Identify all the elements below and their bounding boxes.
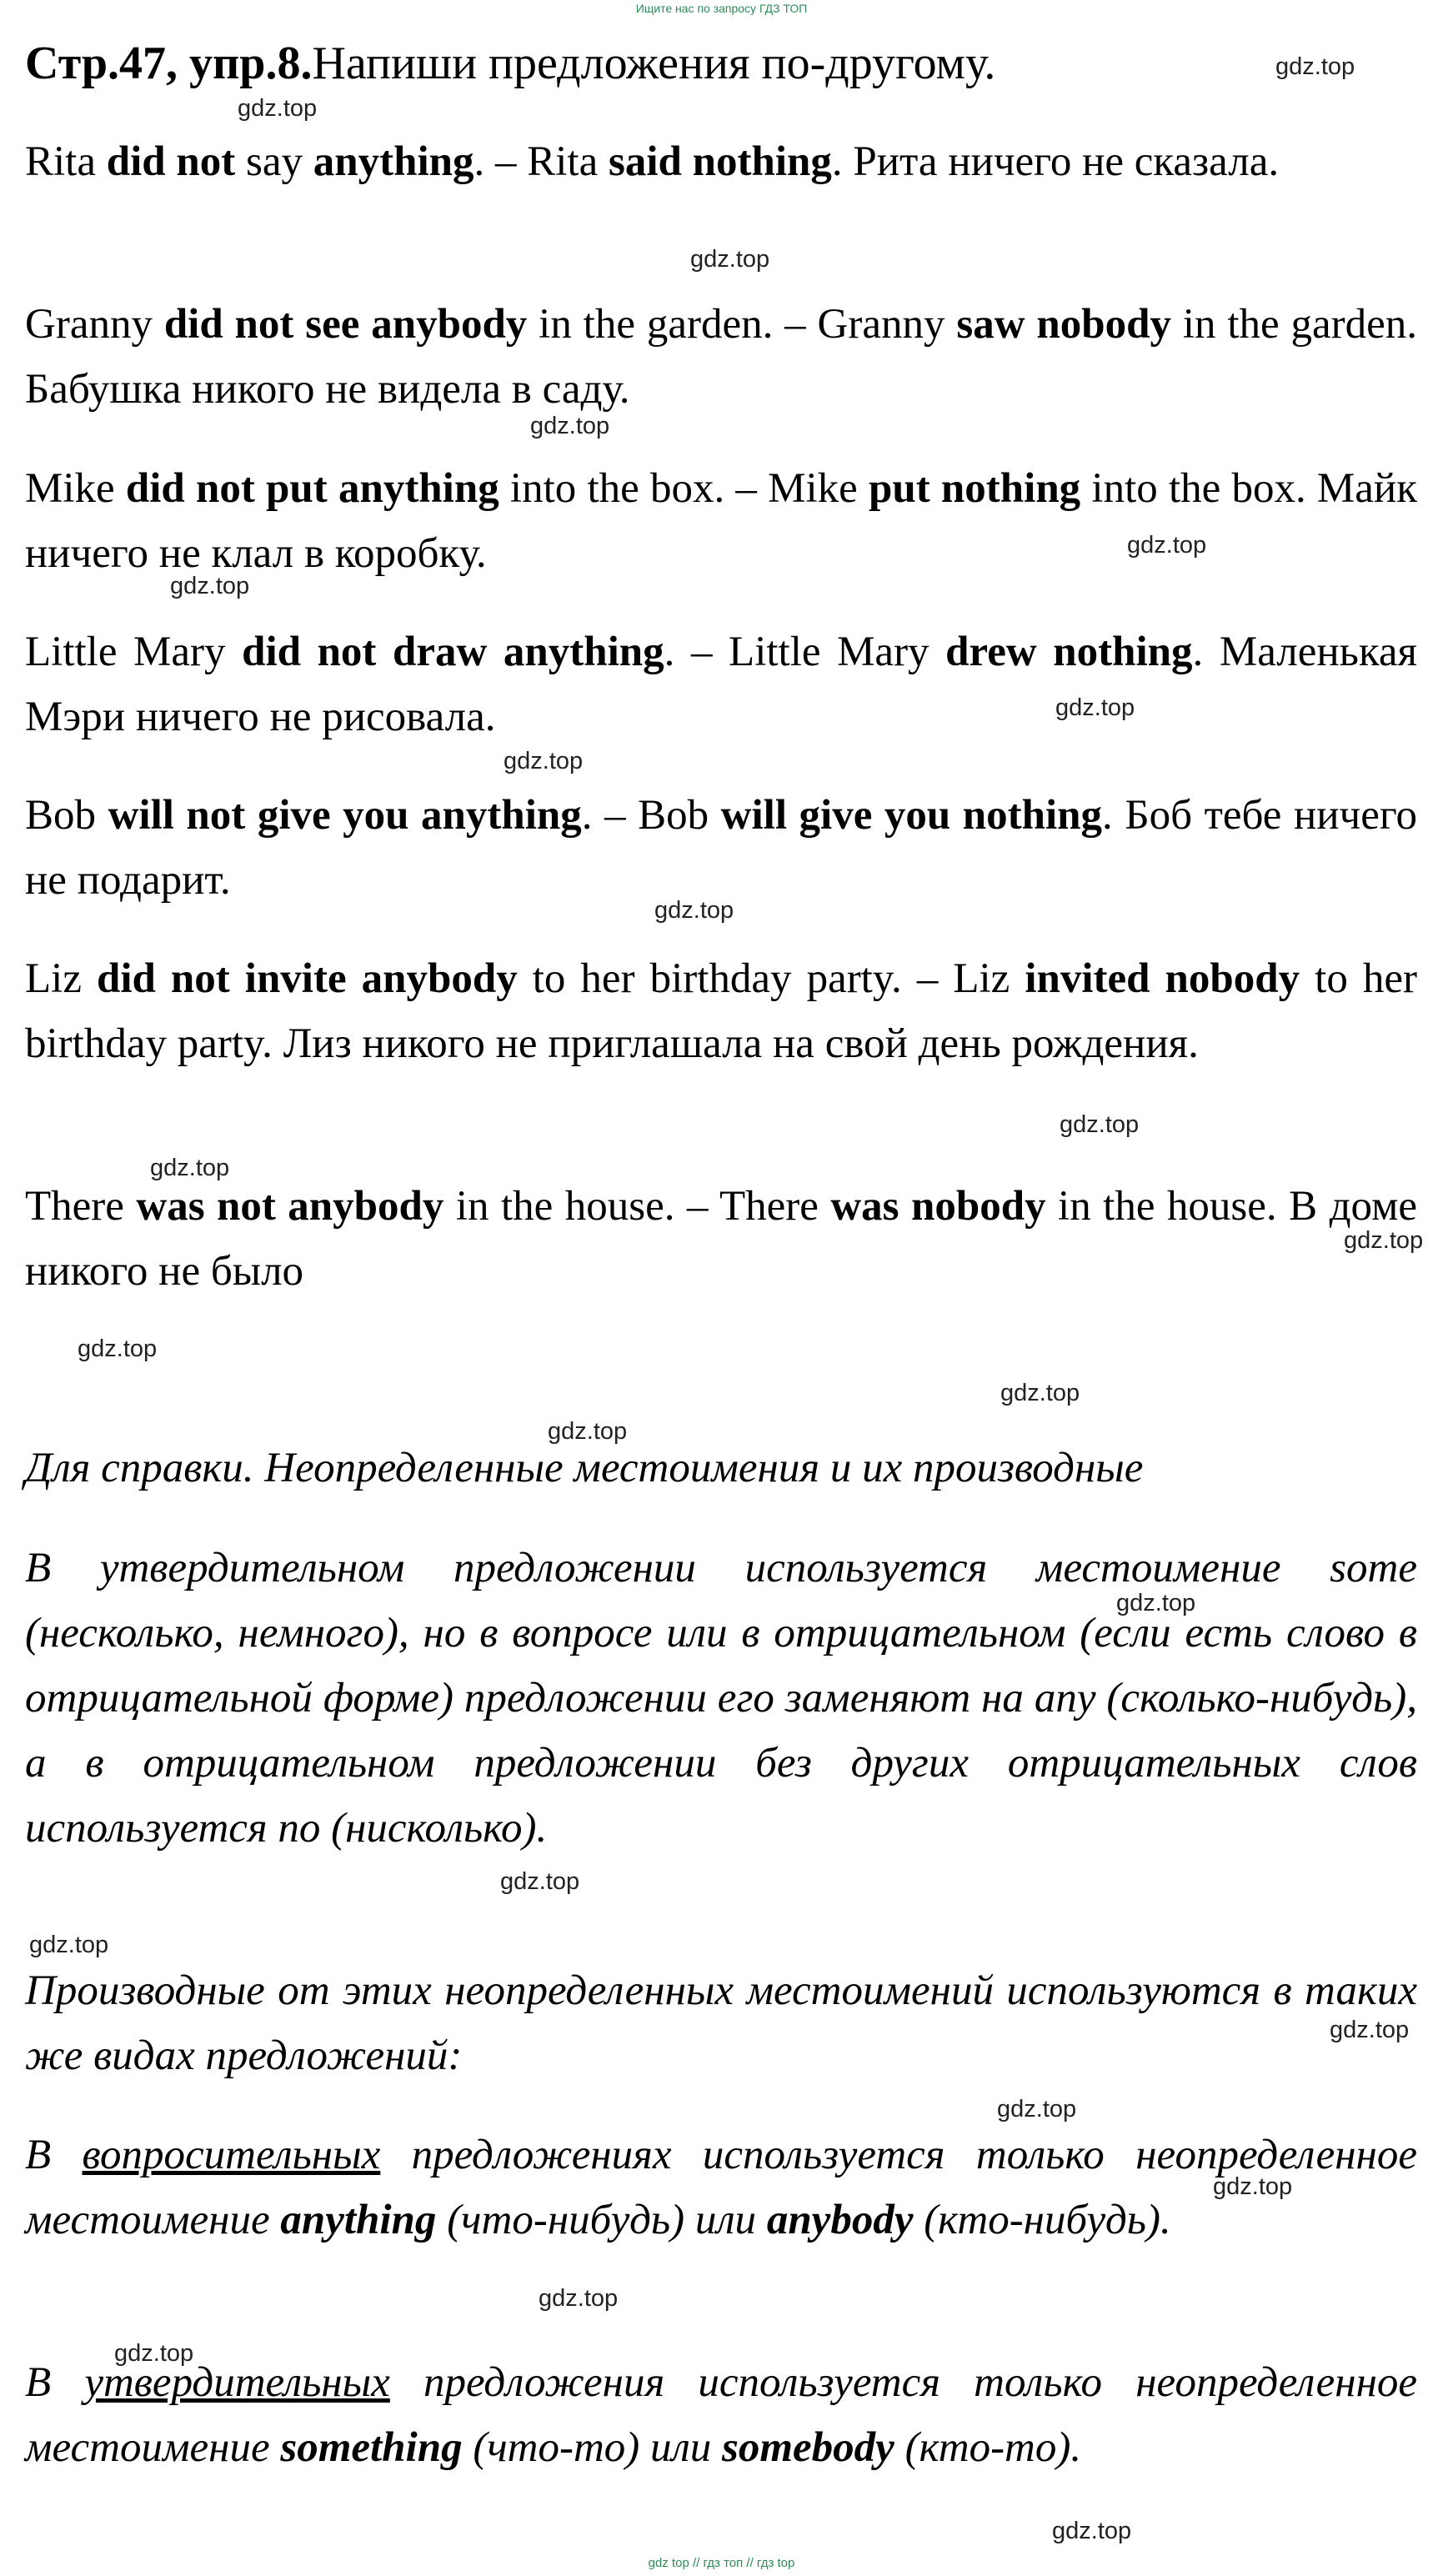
watermark: gdz.top <box>1116 1590 1196 1616</box>
sentence-2: Granny did not see anybody in the garden. – Granny saw nobody in the garden. Бабушка никого не видела в саду. <box>25 301 1417 413</box>
page-title <box>25 33 995 93</box>
top-banner: Ищите нас по запросу ГДЗ ТОП <box>635 2 808 15</box>
watermark: gdz.top <box>150 1155 230 1181</box>
watermark: gdz.top <box>1330 2017 1410 2043</box>
watermark: gdz.top <box>114 2340 194 2367</box>
translation: В доме никого не было <box>25 1183 1417 1295</box>
translation: Боб тебе ничего не подарит. <box>25 792 1417 904</box>
sentence-1: Rita did not say anything. – Rita said nothing. Рита ничего не сказала. <box>25 138 1280 185</box>
exercise-reference: Стр.47, упр.8. <box>25 38 313 89</box>
watermark: gdz.top <box>997 2096 1077 2122</box>
watermark: gdz.top <box>1275 53 1355 80</box>
watermark: gdz.top <box>29 1932 109 1958</box>
watermark: gdz.top <box>654 897 734 924</box>
sentence-5: Bob will not give you anything. – Bob will give you nothing. Боб тебе ничего не подарит. <box>25 792 1417 904</box>
sentence-6: Liz did not invite anybody to her birthday party. – Liz invited nobody to her birthday party. Лиз никого не приглашала на свой день рождения. <box>25 955 1417 1067</box>
pronoun-somebody: somebody <box>722 2424 894 2471</box>
watermark: gdz.top <box>1052 2518 1132 2544</box>
pronoun-anything: anything <box>280 2197 437 2243</box>
underlined-term: вопросительных <box>82 2132 381 2178</box>
watermark: gdz.top <box>1000 1380 1080 1406</box>
watermark: gdz.top <box>1060 1111 1140 1138</box>
watermark: gdz.top <box>1213 2173 1293 2200</box>
watermark: gdz.top <box>504 748 584 774</box>
watermark: gdz.top <box>170 573 250 599</box>
watermark: gdz.top <box>1055 694 1135 721</box>
translation: Майк ничего не клал в коробку. <box>25 465 1417 577</box>
watermark: gdz.top <box>690 246 770 273</box>
watermark: gdz.top <box>548 1418 628 1445</box>
watermark: gdz.top <box>78 1336 158 1362</box>
reference-heading: Для справки. Неопределенные местоимения и их производные <box>25 1445 1144 1491</box>
watermark: gdz.top <box>238 95 318 122</box>
reference-paragraph-2: Производные от этих неопределенных местоимений используются в таких же видах предложений: <box>25 1967 1417 2079</box>
pronoun-anybody: anybody <box>766 2197 914 2243</box>
translation: Лиз никого не приглашала на свой день рождения. <box>283 1020 1199 1067</box>
sentence-4: Little Mary did not draw anything. – Little Mary drew nothing. Маленькая Мэри ничего не рисовала. <box>25 629 1418 740</box>
exercise-task: Напиши предложения по-другому. <box>312 38 996 89</box>
translation: Бабушка никого не видела в саду. <box>25 366 630 413</box>
watermark: gdz.top <box>500 1868 580 1895</box>
reference-paragraph-3: В вопросительных предложениях используется только неопределенное местоимение anything (что-нибудь) или anybody (кто-нибудь). <box>25 2132 1417 2243</box>
watermark: gdz.top <box>1127 532 1207 559</box>
watermark: gdz.top <box>539 2285 619 2312</box>
underlined-term: утвердительных <box>84 2359 390 2406</box>
reference-paragraph-1: В утвердительном предложении используется местоимение some (несколько, немного), но в вопросе или в отрицательном (если есть слово в отрицательной форме) предложении его заменяют на any (сколько-нибудь), а в отрицательном предложении без других отрицательных слов используется no (нисколько). <box>25 1545 1417 1852</box>
sentence-3: Mike did not put anything into the box. – Mike put nothing into the box. Майк ничего не клал в коробку. <box>25 465 1417 577</box>
pronoun-something: something <box>280 2424 463 2471</box>
translation: Маленькая Мэри ничего не рисовала. <box>25 629 1418 740</box>
reference-paragraph-4: В утвердительных предложения используется только неопределенное местоимение something (что-то) или somebody (кто-то). <box>25 2359 1418 2471</box>
translation: Рита ничего не сказала. <box>853 138 1280 185</box>
watermark: gdz.top <box>530 413 610 439</box>
bottom-banner: gdz top // гдз топ // гдз top <box>648 2556 795 2570</box>
sentence-7: There was not anybody in the house. – There was nobody in the house. В доме никого не было <box>25 1183 1417 1295</box>
watermark: gdz.top <box>1344 1227 1424 1254</box>
